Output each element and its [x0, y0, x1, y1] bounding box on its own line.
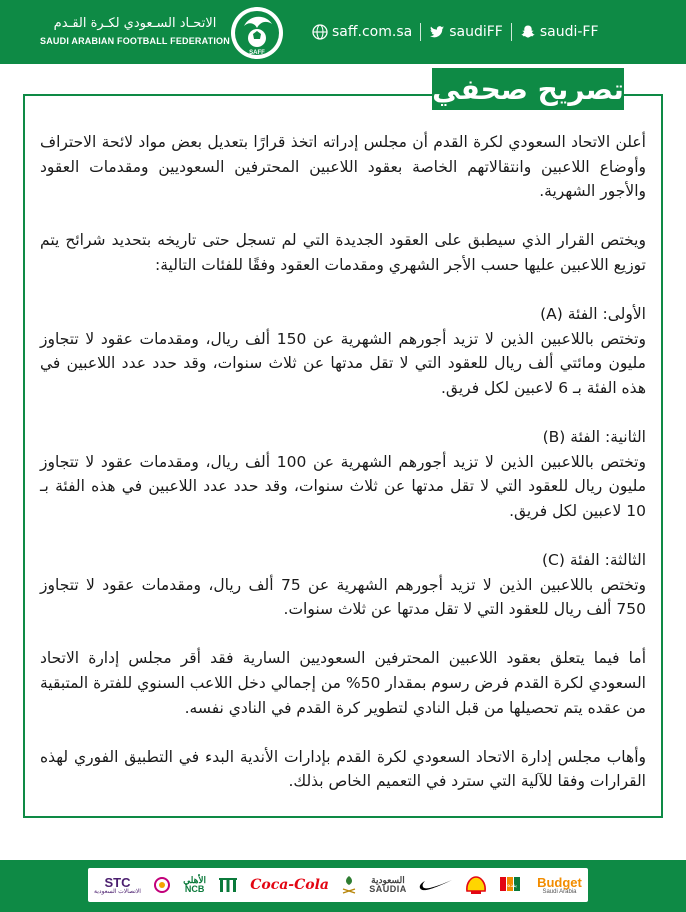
- budget-text: Budget: [537, 874, 582, 890]
- category-heading: الثانية: الفئة (B): [542, 428, 646, 447]
- paragraph: [40, 130, 646, 204]
- federation-name-english: SAUDI ARABIAN FOOTBALL FEDERATION: [40, 36, 230, 46]
- paragraph: [40, 548, 646, 622]
- logo-text: SAFF: [249, 50, 265, 56]
- paragraph: [40, 425, 646, 523]
- ncb-arabic: الأهلي: [183, 875, 207, 885]
- twitter-handle: saudiFF: [449, 24, 503, 40]
- twitter-link[interactable]: [429, 24, 503, 40]
- press-release-body: [40, 130, 646, 819]
- saudia-emblem-icon: [341, 875, 357, 895]
- paragraph-text: أما فيما يتعلق بعقود اللاعبين المحترفين السعوديين السارية فقد أقر مجلس إدارة الاتحاد السعودي لكرة القدم فرض رسوم بمقدار 50% من إجمالي دخل اللاعب السنوي للفترة المتبقية من عقده يتم تحصيلها من قبل النادي لتطوير كرة القدم في النادي نفسه.: [40, 649, 646, 717]
- saff-logo-icon: [230, 6, 284, 60]
- twitter-icon: [429, 24, 445, 40]
- sponsor-cocacola: Coca-Cola: [250, 877, 329, 893]
- stc-subtitle: الاتصالات السعودية: [94, 888, 141, 895]
- paragraph: [40, 228, 646, 277]
- sponsor-stc: [94, 876, 141, 895]
- globe-icon: [312, 24, 328, 40]
- social-links: [312, 18, 672, 46]
- sponsor-ncb: [183, 876, 206, 894]
- snapchat-handle: saudi-FF: [539, 24, 599, 40]
- snapchat-link[interactable]: [520, 24, 599, 40]
- category-heading: الأولى: الفئة (A): [540, 305, 646, 324]
- paragraph-text: وأهاب مجلس إدارة الاتحاد السعودي لكرة القدم بإدارات الأندية البدء في التطبيق الفوري لهذه القرارات وفقا للآلية التي سترد في التعميم الخاص بذلك.: [40, 747, 646, 791]
- paragraph-text: وتختص باللاعبين الذين لا تزيد أجورهم الشهرية عن 100 ألف ريال، ومقدمات عقود لا تتجاوز مليون ريال للعقود التي لا تقل مدتها عن ثلاث سنوات، وقد حدد عدد اللاعبين في هذه الفئة بـ 10 لاعبين لكل فريق.: [40, 452, 646, 520]
- paragraph-text: أعلن الاتحاد السعودي لكرة القدم أن مجلس إدراته اتخذ قرارًا بتعديل بعض مواد لائحة الاحتراف وأوضاع اللاعبين وانتقالاتهم الخاصة بعقود اللاعبين المحترفين السعوديين ومقدمات العقود والأجور الشهرية.: [40, 133, 646, 201]
- sponsor-saudia: [369, 876, 407, 894]
- saudia-english: SAUDIA: [369, 884, 407, 894]
- page-title: تصريح صحفي: [432, 68, 624, 110]
- sponsor-stc-swirl-icon: [153, 876, 171, 894]
- paragraph: [40, 646, 646, 720]
- paragraph-text: ويختص القرار الذي سيطبق على العقود الجديدة التي لم تسجل حتى تاريخه بتحديد شرائح يتم توزيع اللاعبين عليها حسب الأجر الشهري ومقدمات العقود وفقًا للفئات التالية:: [40, 231, 646, 274]
- paragraph-text: وتختص باللاعبين الذين لا تزيد أجورهم الشهرية عن 75 ألف ريال، ومقدمات عقود لا تتجاوز 750 ألف ريال للعقود التي لا تقل مدتها عن ثلاث سنوات.: [40, 575, 646, 619]
- paragraph-text: وتختص باللاعبين الذين لا تزيد أجورهم الشهرية عن 150 ألف ريال، ومقدمات عقود لا تتجاوز مليون ومائتي ألف ريال للعقود التي لا تقل مدتها عن ثلاث سنوات، وقد حدد عدد اللاعبين في هذه الفئة بـ 6 لاعبين لكل فريق.: [40, 329, 646, 397]
- snapchat-icon: [520, 24, 536, 40]
- sponsor-budget: [537, 876, 582, 895]
- shell-logo-icon: [465, 875, 487, 895]
- nike-swoosh-icon: [419, 878, 453, 892]
- paragraph: [40, 745, 646, 794]
- panda-text: بنده: [507, 882, 517, 889]
- ncb-english: NCB: [184, 884, 205, 894]
- website-link[interactable]: [312, 24, 412, 40]
- stc-logo-text: STC: [104, 874, 131, 890]
- budget-subtitle: Saudi Arabia: [542, 888, 577, 895]
- saudia-arabic: السعودية: [371, 875, 405, 885]
- panda-logo-icon: [499, 875, 525, 895]
- divider: [420, 23, 421, 41]
- sponsor-strip: [88, 868, 588, 902]
- divider: [511, 23, 512, 41]
- ncb-emblem-icon: [218, 876, 238, 894]
- paragraph: [40, 302, 646, 400]
- website-text: saff.com.sa: [332, 24, 413, 40]
- category-heading: الثالثة: الفئة (C): [541, 551, 646, 570]
- federation-name-arabic: الاتحـاد السـعودي لكـرة القـدم: [53, 16, 217, 31]
